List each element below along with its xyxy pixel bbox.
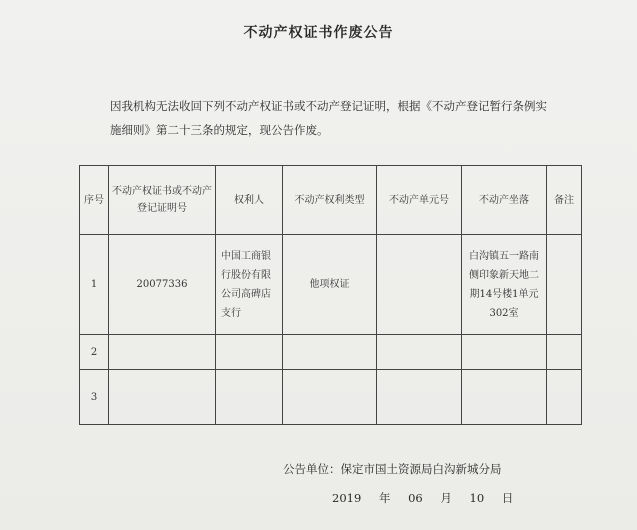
page-title: 不动产权证书作废公告 xyxy=(243,25,394,41)
header-location: 不动产坐落 xyxy=(462,166,547,235)
row-cert-number: 20077336 xyxy=(109,235,216,335)
certificate-table xyxy=(79,165,582,425)
date-day: 10 xyxy=(469,491,485,505)
date-month: 06 xyxy=(408,491,423,505)
row-right-type xyxy=(283,335,377,370)
row-unit-number xyxy=(377,370,462,425)
row-owner: 中国工商银行股份有限公司高碑店支行 xyxy=(216,235,283,335)
header-remark: 备注 xyxy=(547,166,582,235)
date-year: 2019 xyxy=(332,491,362,505)
notice-date xyxy=(332,490,513,506)
row-right-type: 他项权证 xyxy=(283,235,377,335)
notice-body-line-1: 因我机构无法收回下列不动产权证书或不动产登记证明，根据《不动产登记暂行条例实 xyxy=(110,99,547,113)
row-right-type xyxy=(283,370,377,425)
header-no: 序号 xyxy=(80,166,109,235)
row-cert-number xyxy=(109,335,216,370)
date-year-unit: 年 xyxy=(378,491,391,505)
date-day-unit: 日 xyxy=(501,491,514,505)
table-row xyxy=(80,235,582,335)
row-no: 2 xyxy=(80,335,109,370)
row-location xyxy=(462,335,547,370)
row-location xyxy=(462,370,547,425)
table-row xyxy=(80,335,582,370)
header-owner: 权利人 xyxy=(216,166,283,235)
row-owner xyxy=(216,335,283,370)
row-owner xyxy=(216,370,283,425)
table-row xyxy=(80,370,582,425)
header-cert-number: 不动产权证书或不动产登记证明号 xyxy=(109,166,216,235)
row-remark xyxy=(547,370,582,425)
row-remark xyxy=(547,335,582,370)
row-cert-number xyxy=(109,370,216,425)
header-right-type: 不动产权利类型 xyxy=(283,166,377,235)
header-unit-number: 不动产单元号 xyxy=(377,166,462,235)
row-no: 1 xyxy=(80,235,109,335)
table-header-row xyxy=(80,166,582,235)
date-month-unit: 月 xyxy=(440,491,452,505)
row-unit-number xyxy=(377,235,462,335)
notice-body xyxy=(110,94,590,142)
row-no: 3 xyxy=(80,370,109,425)
notice-body-line-2: 施细则》第二十三条的规定，现公告作废。 xyxy=(110,123,329,137)
row-remark xyxy=(547,235,582,335)
issuing-unit: 公告单位：保定市国土资源局白沟新城分局 xyxy=(283,462,502,476)
row-location: 白沟镇五一路南侧印象新天地二期14号楼1单元302室 xyxy=(462,235,547,335)
row-unit-number xyxy=(377,335,462,370)
